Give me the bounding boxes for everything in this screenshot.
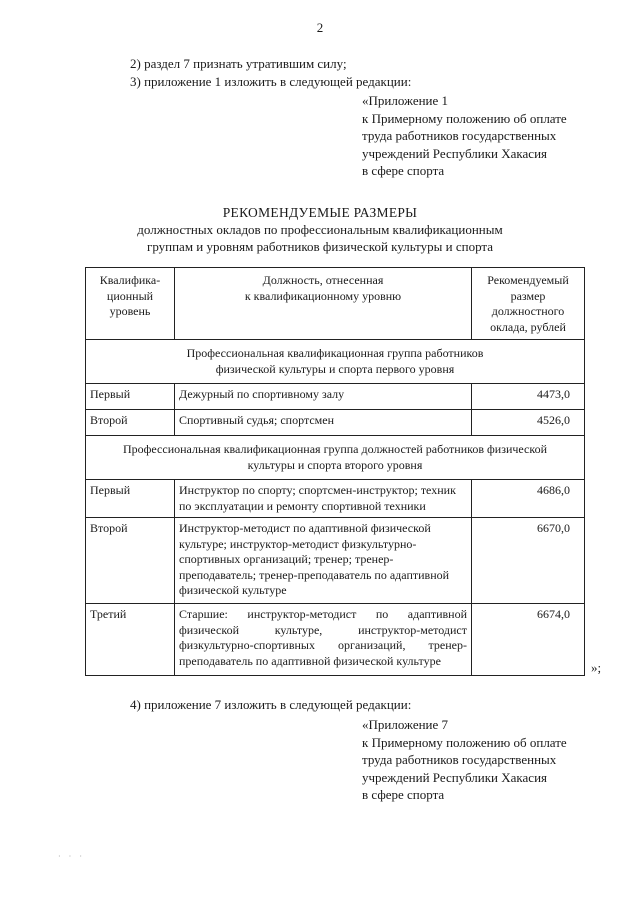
position-line: преподаватель по адаптивной физической культуре — [179, 653, 441, 668]
position-line: Инструктор по спорту; спортсмен-инструктор; техник — [179, 483, 456, 497]
page-number: 2 — [316, 20, 324, 35]
title-line: РЕКОМЕНДУЕМЫЕ РАЗМЕРЫ — [222, 205, 418, 220]
closing-quote: »; — [591, 660, 602, 675]
appendix-1-line: «Приложение 1 — [362, 93, 449, 108]
group-row — [86, 340, 585, 384]
cell-level: Первый — [86, 480, 175, 518]
group-text: физической культуры и спорта первого уровня — [215, 361, 455, 376]
cell-position: Спортивный судья; спортсмен — [175, 410, 472, 436]
title-line: должностных окладов по профессиональным квалификационным — [137, 222, 503, 237]
table-header-row — [86, 268, 585, 340]
cell-level: Первый — [86, 384, 175, 410]
header-text: уровень — [109, 304, 151, 318]
cell-level: Второй — [86, 518, 175, 604]
cell-salary: 6674,0 — [472, 604, 585, 676]
cell-salary: 4686,0 — [472, 480, 585, 518]
position-line: физкультурно-спортивных организаций, тренер- — [179, 638, 467, 652]
cell-position — [175, 518, 472, 604]
header-text: ционный — [106, 288, 154, 303]
item-3: 3) приложение 1 изложить в следующей редакции: — [130, 74, 412, 89]
group-title — [86, 436, 585, 480]
header-text: к квалификационному уровню — [244, 288, 402, 303]
item-4: 4) приложение 7 изложить в следующей редакции: — [130, 697, 412, 712]
cell-salary: 4526,0 — [472, 410, 585, 436]
cell-level: Второй — [86, 410, 175, 436]
header-text: должностного — [491, 304, 565, 318]
header-text: оклада, рублей — [490, 319, 566, 334]
cell-position: Дежурный по спортивному залу — [175, 384, 472, 410]
appendix-1-line: в сфере спорта — [362, 163, 445, 178]
appendix-7-line: труда работников государственных — [362, 752, 557, 767]
group-text: Профессиональная квалификационная группа должностей работников физической — [122, 442, 548, 456]
group-row — [86, 436, 585, 480]
header-salary — [472, 268, 585, 340]
appendix-1-header — [362, 92, 567, 180]
table-row — [86, 604, 585, 676]
cell-position — [175, 480, 472, 518]
appendix-7-line: учреждений Республики Хакасия — [362, 769, 548, 785]
cell-salary: 4473,0 — [472, 384, 585, 410]
position-line: по эксплуатации и ремонту спортивной техники — [179, 498, 426, 513]
appendix-1-line: учреждений Республики Хакасия — [362, 145, 548, 161]
header-position — [175, 268, 472, 340]
header-level — [86, 268, 175, 340]
header-text: Квалифика- — [99, 273, 161, 287]
position-line: физической культуре, инструктор-методист — [179, 622, 467, 637]
table-row — [86, 410, 585, 436]
appendix-1-line: труда работников государственных — [362, 128, 557, 143]
document-title — [0, 204, 640, 255]
table-row — [86, 384, 585, 410]
header-text: Должность, отнесенная — [262, 273, 384, 287]
position-line: физической культуре — [179, 583, 287, 597]
position-line: преподаватель; тренер-преподаватель по адаптивной — [179, 567, 450, 582]
salary-table — [85, 267, 585, 676]
group-title — [86, 340, 585, 384]
scan-artifact: · · · — [58, 852, 85, 861]
cell-level: Третий — [86, 604, 175, 676]
title-line: группам и уровням работников физической культуры и спорта — [146, 239, 494, 254]
group-text: Профессиональная квалификационная группа работников — [186, 346, 484, 360]
table-row — [86, 518, 585, 604]
item-2: 2) раздел 7 признать утратившим силу; — [130, 56, 347, 71]
table-row — [86, 480, 585, 518]
appendix-7-line: в сфере спорта — [362, 787, 445, 802]
position-line: Инструктор-методист по адаптивной физической — [179, 521, 431, 535]
cell-salary: 6670,0 — [472, 518, 585, 604]
header-text: Рекомендуемый — [487, 273, 569, 287]
header-text: размер — [510, 288, 546, 303]
appendix-7-line: «Приложение 7 — [362, 717, 449, 732]
position-line: спортивных организаций; тренер; тренер- — [179, 552, 394, 566]
position-line: культуре; инструктор-методист физкультурно- — [179, 536, 417, 551]
appendix-7-header — [362, 716, 567, 804]
appendix-1-line: к Примерному положению об оплате — [362, 110, 567, 126]
group-text: культуры и спорта второго уровня — [247, 457, 423, 472]
appendix-7-line: к Примерному положению об оплате — [362, 734, 567, 750]
position-line: Старшие: инструктор-методист по адаптивной — [179, 607, 467, 621]
cell-position — [175, 604, 472, 676]
